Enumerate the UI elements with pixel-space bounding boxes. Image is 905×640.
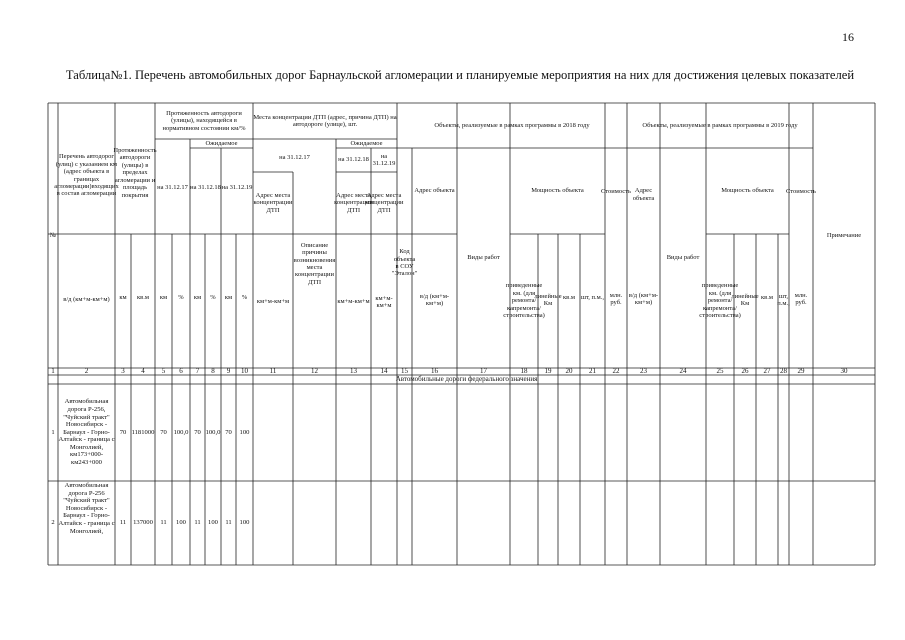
column-number: 27	[763, 366, 771, 375]
row-1-km: 70	[119, 428, 127, 436]
column-number: 12	[311, 366, 318, 375]
header-on-19a: на 31.12.19	[221, 183, 253, 191]
column-number: 6	[179, 366, 183, 375]
column-number: 29	[797, 366, 805, 375]
header-on-17b: на 31.12.17	[279, 154, 310, 162]
row-1-km5: 70	[160, 428, 167, 436]
column-number: 30	[840, 366, 848, 375]
unit-col28: шт, п.м.,	[777, 292, 790, 307]
header-note: Примечание	[826, 231, 862, 239]
row-1-pct10: 100	[239, 428, 250, 436]
header-dtp-addr2: Адрес места концентрации ДТП	[334, 191, 373, 214]
unit-col29: млн. руб.	[794, 291, 808, 306]
header-on-17a: на 31.12.17	[157, 183, 188, 191]
row-2-km: 11	[119, 519, 127, 527]
column-number: 16	[431, 366, 438, 375]
unit-col20: кв.м	[563, 293, 575, 301]
header-obj-addr: Адрес объекта	[414, 187, 455, 195]
header-cost-b: Стоимость	[786, 188, 816, 196]
header-length: Протяженность автодороги (улицы) в пределах агломерации и площадь покрытия	[113, 147, 157, 199]
unit-col27: кв.м	[761, 293, 773, 301]
header-n: №	[49, 231, 57, 239]
header-road-list: Перечень автодорог (улиц) с указанием км (адрес объекта в границах агломерации)входящих в состав агломерации	[54, 153, 119, 198]
unit-col21: шт, п.м.,	[580, 293, 605, 301]
row-1-pct6: 100,0	[173, 428, 189, 436]
row-1-km9: 70	[225, 428, 232, 436]
header-dtp-reason: Описание причины возникновения места концентрации ДТП	[293, 241, 336, 286]
unit-col8: %	[210, 293, 216, 301]
column-number: 2	[84, 366, 89, 375]
column-number: 21	[589, 366, 596, 375]
column-number: 19	[544, 366, 552, 375]
column-number: 10	[241, 366, 248, 375]
row-2-km5: 11	[160, 519, 167, 527]
unit-col22: млн. руб.	[609, 291, 623, 306]
row-2-pct8: 100	[208, 519, 218, 527]
header-expected1: Ожидаемое	[205, 139, 238, 147]
row-1-road: Автомобильная дорога Р-256, "Чуйский тракт" Новосибирск - Барнаул - Горно-Алтайск - граница с Монголией, км173+000-км243+000	[58, 398, 115, 467]
row-2-kvm: 137000	[133, 519, 153, 527]
column-number: 3	[121, 366, 125, 375]
unit-col10: %	[241, 293, 248, 301]
row-2-km7: 11	[194, 519, 201, 527]
header-power: Мощность объекта	[531, 187, 584, 195]
column-number: 5	[161, 366, 166, 375]
unit-col4: кв.м	[137, 293, 149, 301]
header-dtp-addr3: Адрес места концентрации ДТП	[364, 191, 404, 214]
header-linear-b: линейные Км	[731, 292, 759, 307]
column-number: 20	[565, 366, 573, 375]
unit-col2: в/д (км+м-км+м)	[63, 296, 110, 304]
column-number: 26	[741, 366, 749, 375]
unit-col3: км	[119, 293, 127, 301]
row-2-pct10: 100	[239, 519, 250, 527]
header-linear: линейные Км	[534, 292, 562, 307]
column-number: 15	[401, 366, 408, 375]
unit-col13: км+м-км+м	[337, 298, 370, 306]
unit-col14: км+м-км+м	[375, 294, 393, 309]
table-title: Таблица№1. Перечень автомобильных дорог Барнаульской агломерации и планируемые мероприятия на них для достижения целевых показателей	[65, 68, 855, 82]
unit-col11: км+м-км+м	[256, 298, 290, 306]
unit-col6: %	[178, 293, 184, 301]
unit-col5: км	[159, 293, 168, 301]
header-obj-addr-b: Адрес объекта	[632, 187, 655, 202]
row-1-km7: 70	[194, 428, 201, 436]
header-reduced-b: приведенные км. (для ремонта/капремонта/строительства)	[699, 282, 741, 320]
column-number: 18	[520, 366, 528, 375]
section-title: Автомобильные дороги федерального значения	[395, 374, 538, 383]
header-works: Виды работ	[467, 254, 500, 262]
header-on-18a: на 31.12.18	[190, 183, 221, 191]
header-cost: Стоимость	[601, 188, 631, 196]
header-obj-2018: Объекты, реализуемые в рамках программы в 2018 году	[434, 121, 590, 129]
column-number: 25	[716, 366, 724, 375]
unit-col7: км	[193, 293, 202, 301]
column-number: 8	[211, 366, 215, 375]
column-number: 7	[195, 366, 200, 375]
row-2-n: 2	[51, 519, 55, 527]
column-number: 24	[679, 366, 687, 375]
row-2-road: Автомобильная дорога Р-256 "Чуйский тракт" Новосибирск - Барнаул - Горно-Алтайск - граница с Монголией,	[58, 482, 115, 535]
header-dtp: Места концентрации ДТП (адрес, причина ДТП) на автодороге (улице), шт.	[253, 113, 397, 128]
column-number: 13	[350, 366, 357, 375]
row-2-km9: 11	[225, 519, 232, 527]
header-expected2: Ожидаемое	[350, 139, 383, 147]
row-1-kvm: 1181000	[131, 428, 155, 436]
column-number: 17	[480, 366, 487, 375]
header-reduced: приведенные км. (для ремонта/капремонта/строительства)	[503, 282, 545, 320]
column-number: 23	[640, 366, 647, 375]
unit-col9: км	[224, 293, 233, 301]
header-power-b: Мощность объекта	[721, 187, 774, 195]
column-number: 14	[380, 366, 388, 375]
header-dtp-addr1: Адрес места концентрации ДТП	[253, 191, 293, 214]
row-1-n: 1	[51, 428, 55, 436]
header-obj-2019: Объекты, реализуемые в рамках программы в 2019 году	[642, 121, 798, 129]
page-number: 16	[842, 30, 854, 44]
column-number: 22	[612, 366, 620, 375]
unit-col23: в/д (км+м-км+м)	[628, 291, 659, 306]
header-on-18b: на 31.12.18	[338, 156, 369, 164]
column-number: 4	[141, 366, 145, 375]
column-number: 11	[269, 366, 277, 375]
header-normative: Протяженность автодороги (улицы), находящейся в нормативном состоянии км/%	[162, 109, 246, 132]
row-1-pct8: 100,0	[205, 428, 221, 436]
header-code: Код объекта в СОУ "Эталон"	[391, 248, 418, 278]
header-works-b: Виды работ	[666, 254, 700, 262]
unit-col16: в/д (км+м-км+м)	[419, 292, 450, 307]
column-number: 28	[780, 366, 787, 375]
header-on-19b: на 31.12.19	[372, 152, 396, 167]
column-number: 9	[226, 366, 231, 375]
column-number: 1	[51, 366, 55, 375]
row-2-pct6: 100	[176, 519, 186, 527]
